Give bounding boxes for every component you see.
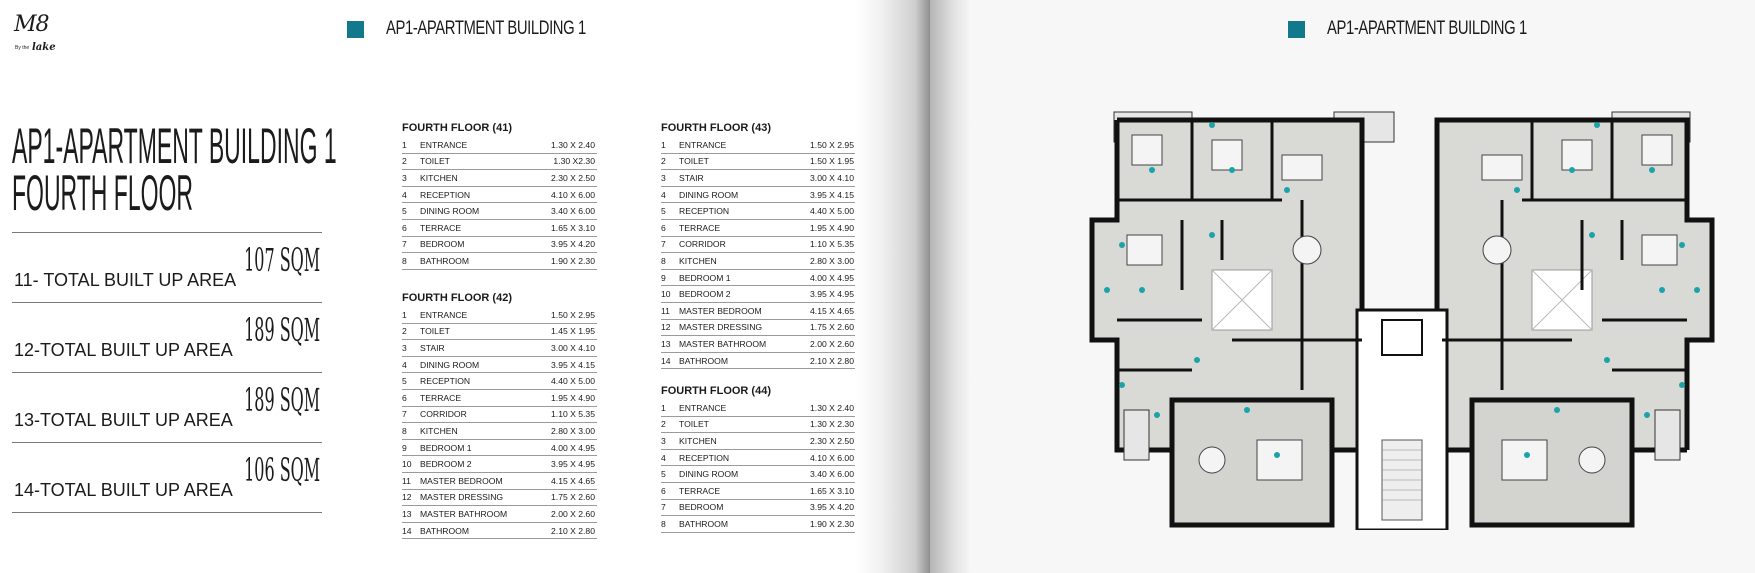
- room-number: 11: [661, 305, 670, 316]
- room-number: 7: [661, 502, 666, 513]
- table-row: [402, 324, 597, 341]
- table-title: FOURTH FLOOR (43): [661, 122, 771, 134]
- room-dimensions: 1.10 X 5.35: [810, 239, 854, 250]
- table-row: [402, 137, 597, 154]
- room-number: 9: [661, 272, 666, 283]
- room-name: ENTRANCE: [420, 139, 468, 150]
- area-value: 107 SQM: [243, 241, 320, 279]
- room-name: TOILET: [679, 419, 709, 430]
- brand-logo: [12, 14, 56, 56]
- logo-main: M8: [14, 12, 49, 37]
- area-row: [12, 302, 322, 373]
- room-name: BEDROOM 2: [420, 459, 472, 470]
- table-row: [661, 220, 856, 237]
- room-number: 5: [402, 206, 407, 217]
- table-row: [661, 187, 856, 204]
- room-dimensions: 4.40 X 5.00: [551, 376, 595, 387]
- title-line-1: AP1-APARTMENT BUILDING 1: [12, 118, 337, 174]
- room-name: BATHROOM: [420, 525, 470, 536]
- room-name: BEDROOM 1: [679, 272, 731, 283]
- table-row: [402, 170, 597, 187]
- room-number: 7: [402, 409, 407, 420]
- room-name: KITCHEN: [679, 435, 717, 446]
- room-table-42: [402, 292, 597, 539]
- room-name: CORRIDOR: [679, 239, 726, 250]
- room-dimensions: 4.00 X 4.95: [551, 442, 595, 453]
- room-number: 8: [661, 518, 666, 529]
- room-dimensions: 1.90 X 2.30: [551, 255, 595, 266]
- room-dimensions: 1.65 X 3.10: [810, 485, 854, 496]
- room-dimensions: 1.50 X 2.95: [810, 139, 854, 150]
- area-label: 14-TOTAL BUILT UP AREA: [14, 480, 233, 500]
- room-name: ENTRANCE: [420, 309, 468, 320]
- area-row: [12, 232, 322, 303]
- room-name: TOILET: [679, 156, 709, 167]
- room-name: RECEPTION: [679, 452, 730, 463]
- room-name: BATHROOM: [420, 255, 470, 266]
- terrace: [1655, 410, 1680, 460]
- room-dimensions: 1.30 X 2.40: [810, 402, 854, 413]
- area-label: 11- TOTAL BUILT UP AREA: [14, 270, 237, 290]
- table-row: [661, 253, 856, 270]
- table-row: [402, 407, 597, 424]
- room-table-41: [402, 122, 597, 270]
- room-number: 12: [402, 492, 412, 503]
- room-name: ENTRANCE: [679, 139, 727, 150]
- room-dimensions: 3.00 X 4.10: [810, 172, 854, 183]
- table-row: [402, 456, 597, 473]
- logo-word: lake: [32, 42, 56, 53]
- room-name: TERRACE: [679, 222, 721, 233]
- room-number: 10: [661, 289, 671, 300]
- room-dimensions: 2.00 X 2.60: [810, 338, 854, 349]
- room-dimensions: 3.95 X 4.95: [551, 459, 595, 470]
- room-name: KITCHEN: [420, 172, 458, 183]
- table-row: [402, 307, 597, 324]
- table-title: FOURTH FLOOR (41): [402, 122, 512, 134]
- room-dimensions: 3.40 X 6.00: [551, 206, 595, 217]
- room-number: 8: [402, 255, 407, 266]
- room-dimensions: 4.40 X 5.00: [810, 206, 854, 217]
- room-dimensions: 1.45 X 1.95: [551, 326, 595, 337]
- room-dimensions: 1.95 X 4.90: [551, 392, 595, 403]
- room-dimensions: 1.30 X2.30: [553, 156, 595, 167]
- room-number: 3: [402, 172, 407, 183]
- room-name: MASTER DRESSING: [420, 492, 504, 503]
- room-number: 10: [402, 459, 412, 470]
- area-value: 106 SQM: [243, 451, 320, 489]
- title-line-2: FOURTH FLOOR: [12, 165, 194, 221]
- right-header-text: AP1-APARTMENT BUILDING 1: [1327, 18, 1527, 39]
- table-row: [661, 500, 856, 517]
- room-dimensions: 3.40 X 6.00: [810, 469, 854, 480]
- room-number: 8: [661, 255, 666, 266]
- room-name: BATHROOM: [679, 355, 729, 366]
- room-dimensions: 2.80 X 3.00: [810, 255, 854, 266]
- table-row: [402, 340, 597, 357]
- area-label: 12-TOTAL BUILT UP AREA: [14, 340, 233, 360]
- room-number: 1: [661, 139, 666, 150]
- room-dimensions: 3.95 X 4.20: [810, 502, 854, 513]
- accent-square-icon: [1288, 21, 1305, 38]
- room-dimensions: 1.30 X 2.40: [551, 139, 595, 150]
- table-row: [661, 320, 856, 337]
- table-row: [402, 506, 597, 523]
- room-name: TOILET: [420, 156, 450, 167]
- table-row: [661, 353, 856, 370]
- room-dimensions: 1.65 X 3.10: [551, 222, 595, 233]
- room-name: TERRACE: [420, 222, 462, 233]
- room-dimensions: 2.30 X 2.50: [810, 435, 854, 446]
- room-name: TOILET: [420, 326, 450, 337]
- room-name: BEDROOM: [420, 239, 465, 250]
- table-row: [402, 203, 597, 220]
- room-dimensions: 3.95 X 4.20: [551, 239, 595, 250]
- room-name: ENTRANCE: [679, 402, 727, 413]
- page-gutter-shadow: [930, 0, 970, 573]
- room-dimensions: 1.95 X 4.90: [810, 222, 854, 233]
- area-label: 13-TOTAL BUILT UP AREA: [14, 410, 233, 430]
- room-dimensions: 2.10 X 2.80: [551, 525, 595, 536]
- room-name: BATHROOM: [679, 518, 729, 529]
- room-number: 5: [402, 376, 407, 387]
- area-value: 189 SQM: [243, 311, 320, 349]
- room-number: 1: [402, 309, 407, 320]
- room-name: MASTER BATHROOM: [679, 338, 767, 349]
- left-header-text: AP1-APARTMENT BUILDING 1: [386, 18, 586, 39]
- room-dimensions: 1.75 X 2.60: [810, 322, 854, 333]
- table-row: [661, 237, 856, 254]
- room-dimensions: 1.10 X 5.35: [551, 409, 595, 420]
- area-row: [12, 372, 322, 443]
- room-dimensions: 1.90 X 2.30: [810, 518, 854, 529]
- room-number: 5: [661, 206, 666, 217]
- room-number: 6: [402, 392, 407, 403]
- room-number: 7: [402, 239, 407, 250]
- room-name: DINING ROOM: [420, 206, 480, 217]
- table-row: [402, 237, 597, 254]
- room-dimensions: 4.10 X 6.00: [551, 189, 595, 200]
- page-title: [12, 118, 337, 221]
- room-number: 3: [661, 435, 666, 446]
- room-name: DINING ROOM: [679, 189, 739, 200]
- room-dimensions: 4.15 X 4.65: [810, 305, 854, 316]
- table-row: [402, 423, 597, 440]
- room-name: MASTER BEDROOM: [420, 475, 503, 486]
- room-name: TERRACE: [679, 485, 721, 496]
- room-dimensions: 3.95 X 4.95: [810, 289, 854, 300]
- room-name: MASTER DRESSING: [679, 322, 763, 333]
- room-number: 13: [402, 508, 412, 519]
- room-name: DINING ROOM: [679, 469, 739, 480]
- room-number: 6: [402, 222, 407, 233]
- table-row: [661, 203, 856, 220]
- table-row: [402, 523, 597, 540]
- table-row: [402, 390, 597, 407]
- reception-room: [1472, 400, 1632, 525]
- room-number: 13: [661, 338, 671, 349]
- room-number: 14: [661, 355, 671, 366]
- room-number: 8: [402, 425, 407, 436]
- room-name: KITCHEN: [420, 425, 458, 436]
- room-name: MASTER BEDROOM: [679, 305, 762, 316]
- room-table-44: [661, 385, 856, 533]
- room-dimensions: 2.80 X 3.00: [551, 425, 595, 436]
- room-number: 2: [402, 326, 407, 337]
- room-name: CORRIDOR: [420, 409, 467, 420]
- room-name: TERRACE: [420, 392, 462, 403]
- room-number: 4: [402, 189, 407, 200]
- room-name: DINING ROOM: [420, 359, 480, 370]
- area-value: 189 SQM: [243, 381, 320, 419]
- table-row: [661, 170, 856, 187]
- room-number: 2: [661, 419, 666, 430]
- room-name: KITCHEN: [679, 255, 717, 266]
- room-number: 2: [402, 156, 407, 167]
- table-row: [402, 357, 597, 374]
- table-row: [402, 187, 597, 204]
- table-row: [661, 483, 856, 500]
- room-table-43: [661, 122, 856, 369]
- room-number: 4: [661, 189, 666, 200]
- table-row: [661, 286, 856, 303]
- room-dimensions: 4.15 X 4.65: [551, 475, 595, 486]
- room-name: BEDROOM 1: [420, 442, 472, 453]
- room-name: RECEPTION: [679, 206, 730, 217]
- room-number: 14: [402, 525, 412, 536]
- elevator: [1382, 320, 1422, 355]
- room-dimensions: 3.95 X 4.15: [810, 189, 854, 200]
- table-row: [402, 490, 597, 507]
- room-name: STAIR: [420, 342, 445, 353]
- room-dimensions: 2.10 X 2.80: [810, 355, 854, 366]
- table-row: [661, 466, 856, 483]
- room-name: MASTER BATHROOM: [420, 508, 508, 519]
- room-number: 12: [661, 322, 671, 333]
- room-dimensions: 2.30 X 2.50: [551, 172, 595, 183]
- room-number: 4: [661, 452, 666, 463]
- divider: [12, 512, 322, 513]
- room-name: STAIR: [679, 172, 704, 183]
- area-row: [12, 442, 322, 513]
- room-dimensions: 3.95 X 4.15: [551, 359, 595, 370]
- room-number: 4: [402, 359, 407, 370]
- room-number: 3: [661, 172, 666, 183]
- room-number: 2: [661, 156, 666, 167]
- table-row: [661, 336, 856, 353]
- table-row: [402, 253, 597, 270]
- floor-plan: [1082, 110, 1722, 530]
- room-number: 9: [402, 442, 407, 453]
- table-row: [661, 154, 856, 171]
- table-row: [402, 154, 597, 171]
- room-dimensions: 2.00 X 2.60: [551, 508, 595, 519]
- table-row: [402, 440, 597, 457]
- table-row: [661, 400, 856, 417]
- table-row: [402, 473, 597, 490]
- room-number: 6: [661, 222, 666, 233]
- room-number: 6: [661, 485, 666, 496]
- page-gutter-shadow: [855, 0, 930, 573]
- room-number: 1: [402, 139, 407, 150]
- table-row: [661, 270, 856, 287]
- room-number: 11: [402, 475, 411, 486]
- room-number: 1: [661, 402, 666, 413]
- table-row: [661, 433, 856, 450]
- room-dimensions: 1.50 X 2.95: [551, 309, 595, 320]
- room-dimensions: 1.50 X 1.95: [810, 156, 854, 167]
- accent-square-icon: [347, 21, 364, 38]
- room-dimensions: 3.00 X 4.10: [551, 342, 595, 353]
- table-row: [661, 137, 856, 154]
- room-number: 7: [661, 239, 666, 250]
- left-header: [347, 18, 642, 40]
- room-dimensions: 1.30 X 2.30: [810, 419, 854, 430]
- room-number: 3: [402, 342, 407, 353]
- table-row: [661, 417, 856, 434]
- room-name: RECEPTION: [420, 189, 471, 200]
- room-dimensions: 4.10 X 6.00: [810, 452, 854, 463]
- table-row: [661, 516, 856, 533]
- room-name: BEDROOM 2: [679, 289, 731, 300]
- table-row: [402, 373, 597, 390]
- logo-small: By the: [15, 45, 30, 51]
- table-row: [661, 303, 856, 320]
- room-dimensions: 4.00 X 4.95: [810, 272, 854, 283]
- terrace: [1124, 410, 1149, 460]
- table-row: [402, 220, 597, 237]
- room-name: BEDROOM: [679, 502, 724, 513]
- room-dimensions: 1.75 X 2.60: [551, 492, 595, 503]
- room-number: 5: [661, 469, 666, 480]
- right-header: [1288, 18, 1583, 40]
- room-name: RECEPTION: [420, 376, 471, 387]
- reception-room: [1172, 400, 1332, 525]
- table-row: [661, 450, 856, 467]
- table-title: FOURTH FLOOR (44): [661, 385, 771, 397]
- table-title: FOURTH FLOOR (42): [402, 292, 512, 304]
